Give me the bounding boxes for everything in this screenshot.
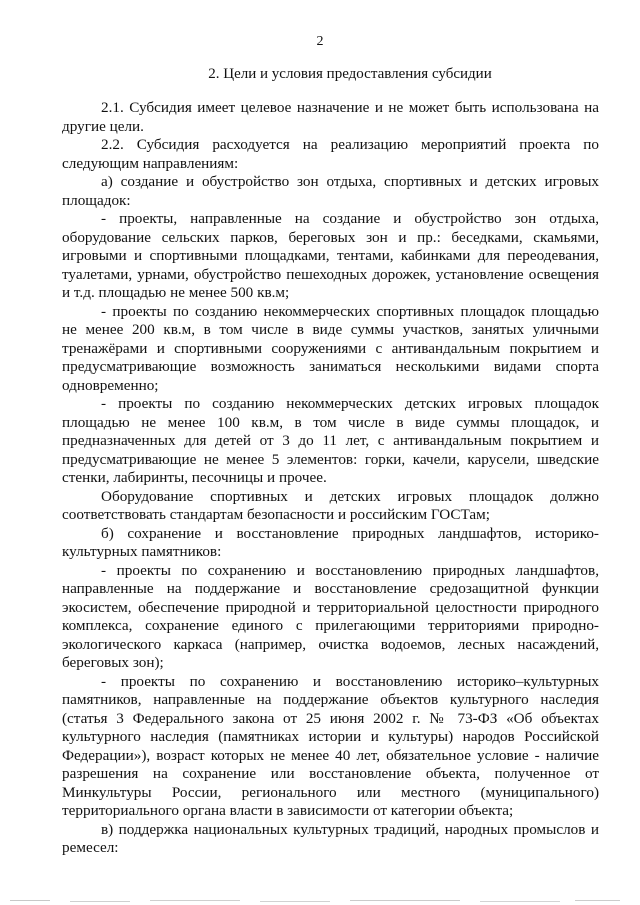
paragraph-b-item-monuments: - проекты по сохранению и восстановлению историко–культурных памятников, направленные на поддержание объектов культурного наследия (статья 3 Федерального закона от 25 июня 2002 г. № 73-ФЗ «Об объектах культурного наследия (памятниках истории и культуры) народов Российской Федерации»), возраст которых не менее 40 лет, обязательное условие - наличие разрешения на сохранение или восстановление объекта, полученное от Минкультуры России, регионального или местного (муниципального) территориального органа власти в зависимости от категории объекта; — [62, 672, 599, 819]
paragraph-equipment-standards: Оборудование спортивных и детских игровых площадок должно соответствовать стандартам безопасности и российским ГОСТам; — [62, 487, 599, 523]
paragraph-b-heading: б) сохранение и восстановление природных ландшафтов, историко-культурных памятников: — [62, 524, 599, 560]
paragraph-a-item-recreation: - проекты, направленные на создание и обустройство зон отдыха, оборудование сельских парков, береговых зон и пр.: беседками, скамьями, игровыми и спортивными площадками, тентами, кабинками для переодевания, туалетами, урнами, обустройство пешеходных дорожек, установление освещения и т.д. площадью не менее 500 кв.м; — [62, 210, 599, 301]
paragraph-b-item-landscapes: - проекты по сохранению и восстановлению природных ландшафтов, направленные на поддержание и восстановление средозащитной функции экосистем, обеспечение природной и территориальной целостности природного комплекса, сохранение единого с прилегающими территориями природно-экологического каркаса (например, очистка водоемов, лесных насаждений, береговых зон); — [62, 561, 599, 671]
paragraph-a-heading: а) создание и обустройство зон отдыха, спортивных и детских игровых площадок: — [62, 173, 599, 209]
paragraph-a-item-sports: - проекты по созданию некоммерческих спортивных площадок площадью не менее 200 кв.м, в том числе в виде суммы участков, занятых уличными тренажёрами и спортивными сооружениями с антивандальным покрытием и предусматривающие возможность заниматься несколькими видами спорта одновременно; — [62, 302, 599, 394]
scan-edge-artifact — [0, 897, 640, 905]
section-title: 2. Цели и условия предоставления субсидии — [208, 66, 492, 82]
document-body — [62, 99, 599, 858]
page-number: 2 — [316, 34, 324, 49]
paragraph-2-2: 2.2. Субсидия расходуется на реализацию мероприятий проекта по следующим направлениям: — [62, 136, 599, 172]
paragraph-2-1: 2.1. Субсидия имеет целевое назначение и не может быть использована на другие цели. — [62, 99, 599, 135]
paragraph-a-item-playgrounds: - проекты по созданию некоммерческих детских игровых площадок площадью не менее 100 кв.м, в том числе в виде суммы площадок, и предназначенных для детей от 3 до 11 лет, с антивандальным покрытием и предусматривающие не менее 5 элементов: горки, качели, карусели, шведские стенки, лабиринты, песочницы и прочее. — [62, 395, 599, 486]
paragraph-c-heading: в) поддержка национальных культурных традиций, народных промыслов и ремесел: — [62, 820, 599, 856]
